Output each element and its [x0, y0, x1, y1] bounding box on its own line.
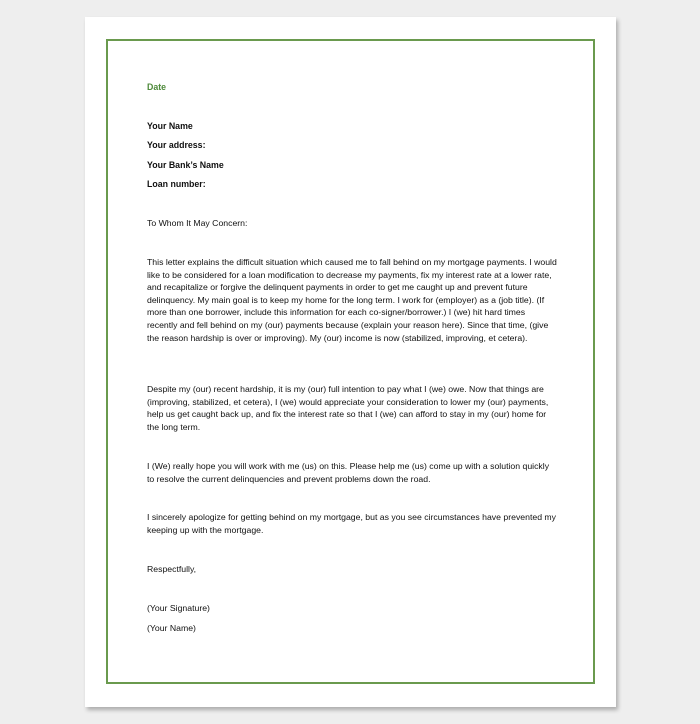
your-name-field: Your Name [147, 121, 193, 131]
signature-placeholder: (Your Signature) [147, 603, 210, 613]
body-paragraph-2: Despite my (our) recent hardship, it is my (our) full intention to pay what I (we) owe. Now that things are (improving, stabilized, et cetera), I (we) would appreciate your consideration to lower my (our) payments, help us get caught back up, and fix the interest rate so that I (we) can afford to stay in my (our) home for the long term. [147, 384, 549, 432]
date-field: Date [147, 82, 167, 92]
loan-number-field: Loan number: [147, 179, 206, 189]
page-border-frame [106, 39, 595, 684]
salutation: To Whom It May Concern: [147, 218, 248, 228]
signer-name-placeholder: (Your Name) [147, 623, 196, 633]
body-paragraph-3: I (We) really hope you will work with me (us) on this. Please help me (us) come up with a solution quickly to resolve the current delinquencies and prevent problems down the road. [147, 461, 550, 484]
your-address-field: Your address: [147, 140, 206, 150]
body-paragraph-4: I sincerely apologize for getting behind on my mortgage, but as you see circumstances have prevented my keeping up with the mortgage. [147, 512, 557, 535]
closing: Respectfully, [147, 564, 197, 574]
bank-name-field: Your Bank’s Name [147, 160, 224, 170]
document-page [85, 17, 616, 707]
body-paragraph-1: This letter explains the difficult situation which caused me to fall behind on my mortgage payments. I would like to be considered for a loan modification to decrease my payments, fix my interest rate at a lower rate, and recapitalize or forgive the delinquent payments in order to get me caught up and prevent future delinquency. My main goal is to keep my home for the long term. I work for (employer) as a (job title). (If more than one borrower, include this information for each co-signer/borrower.) I (we) hit hard times recently and fell behind on my (our) payments because (explain your reason here). Since that time, (give the reason hardship is over or improving). My (our) income is now (stabilized, improving, et cetera). [147, 257, 557, 343]
